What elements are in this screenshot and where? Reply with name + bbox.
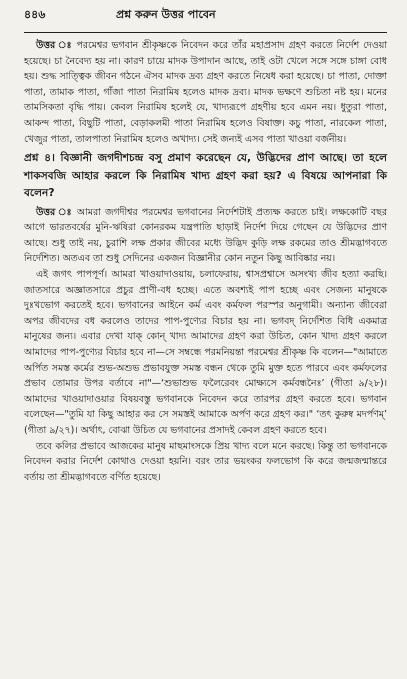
answer-label: উত্তর ঃ: [36, 206, 73, 218]
answer-3-paragraph: [24, 38, 387, 147]
answer-4-paragraph-3: তবে কলির প্রভাবে আজকের মানুষ মাছমাংসকে প্রিয় খাদ্য বলে মনে করছে। কিন্তু তা ভগবানকে নিবেদন করার নির্দেশ কোথাও দেওয়া হয়নি। বরং তার ভয়ংকর ফলভোগ কি করে জন্মজন্মান্তরে বর্তায় তা শ্রীমদ্ভাগবতে বর্ণিত হয়েছে।: [24, 440, 387, 483]
answer-label: উত্তর ঃ: [36, 40, 73, 51]
answer-3-text: পরমেশ্বর ভগবান শ্রীকৃষ্ণকে নিবেদন করে তাঁর মহাপ্রসাদ গ্রহণ করতে নির্দেশ দেওয়া হয়েছে। চা নৈবেদ্য হয় না। কারণ চায়ে মাদক উপাদান আছে, তাই ওটা খেলে সঙ্গে সঙ্গে চাঙ্গা বোধ হয়। শুদ্ধ সাত্ত্বিক জীবন গঠনে ঐসব মাদক দ্রব্য গ্রহণ করতে নিষেধ করা হয়েছে। চা পাতা, দোক্তা পাতা, তামাক পাতা, গাঁজা পাতা নিরামিষ হলেও মাদক দ্রব্য। মাদক ভক্ষণে শুচিতা নষ্ট হয়। মনের তামসিকতা বৃদ্ধি পায়। কেবল নিরামিষ হলেই যে, খাদ্যরূপে গ্রহণীয় হবে এমন নয়। ধুতুরা পাতা, আকন্দ পাতা, বিছুটি পাতা, বেড়াকলমী পাতা নিরামিষ হলেও বিষাক্ত। কচু পাতা, নারকেল পাতা, খেজুর পাতা, তালপাতা নিরামিষ হলেও অখাদ্য। সেই জন্যই এসব পাতা খাওয়া বর্জনীয়।: [24, 40, 387, 145]
page-body: [24, 33, 387, 485]
answer-4-text-1: আমরা জগদীশ্বর পরমেশ্বর ভগবানের নির্দেশটাই প্রত্যক্ষ করতে চাই। লক্ষকোটি বছর আগে ভারতবর্ষের মুনি-ঋষিরা কোনরকম যন্ত্রপাতি ছাড়াই নির্দেশ দিয়ে গেছেন যে উদ্ভিদের প্রাণ আছে। শুধু তাই নয়, চুরাশি লক্ষ প্রকার জীবের মধ্যে উদ্ভিদ কুড়ি লক্ষ রকমের তাও শ্রীমদ্ভাগবতে নির্দেশিত। অতএব তা শুধু সেদিনের একজন বিজ্ঞানীর কোন নতুন কিছু আবিষ্কার নয়।: [24, 206, 387, 265]
question-4: [24, 150, 387, 203]
answer-4-paragraph-1: [24, 205, 387, 267]
answer-4-paragraph-2: এই জগৎ পাপপূর্ণ। আমরা খাওয়াদাওয়ায়, চলাফেরায়, শ্বাসপ্রশ্বাসে অসংখ্য জীব হত্যা করছি। জাতসারে অজ্ঞাতসারে প্রচুর প্রাণী-বধ হচ্ছে। এতে অবশ্যই পাপ হচ্ছে এবং সেজন্য মানুষকে দুঃখভোগ করতেই হবে। ভগবানের আইনে কর্ম এবং কর্মফল পরস্পর অনুগামী। অন্যান্য জীবেরা অপর জীবদের বধ করলেও তাদের পাপ-পুণ্যের বিচার হয় না। ভগবদ্ নির্দেশিত বিধি একমাত্র মানুষের জন্য। এবার দেখা যাক্ কোন্ খাদ্য আমাদের গ্রহণ করা উচিত, কোন খাদ্য গ্রহণ করলে আমাদের পাপ-পুণ্যের বিচার হবে না—সে সম্বন্ধে পরমনিয়ন্তা পরমেশ্বর শ্রীকৃষ্ণ কি বলেন—"আমাতে অর্পিত সমস্ত কর্মের শুভ-অশুভ প্রভাবযুক্ত সমস্ত বন্ধন থেকে তুমি মুক্ত হতে পারবে এবং কর্মফলের প্রভাব তোমার উপর বর্তাবে না"—‘শুভাশুভ ফলৈরেবং মোক্ষ্যসে কর্মবন্ধনৈঃ’ (গীতা ৯/২৮)। আমাদের খাওয়াদাওয়ার বিষয়বস্তু ভগবানকে নিবেদন করে তারপর গ্রহণ করতে হবে। ভগবান বলেছেন—"তুমি যা কিছু আহার কর সে সমস্তই আমাকে অর্পণ করে গ্রহণ কর।" ‘তৎ কুরুষ্ব মদর্পণম্’ (গীতা ৯/২৭)। অর্থাৎ, বোঝা উচিত যে ভগবানের প্রসাদই কেবল গ্রহণ করতে হবে।: [24, 269, 387, 436]
page-number: ৪৪৬: [24, 8, 46, 21]
page-header: [24, 0, 387, 33]
book-title: প্রশ্ন করুন উত্তর পাবেন: [116, 8, 216, 21]
question-4-text: প্রশ্ন ৪। বিজ্ঞানী জগদীশচন্দ্র বসু প্রমাণ করেছেন যে, উদ্ভিদের প্রাণ আছে। তা হলে শাকসবজি আহার করলে কি নিরামিষ খাদ্য গ্রহণ করা হয়? এ বিষয়ে আপনারা কি বলেন?: [24, 152, 387, 200]
